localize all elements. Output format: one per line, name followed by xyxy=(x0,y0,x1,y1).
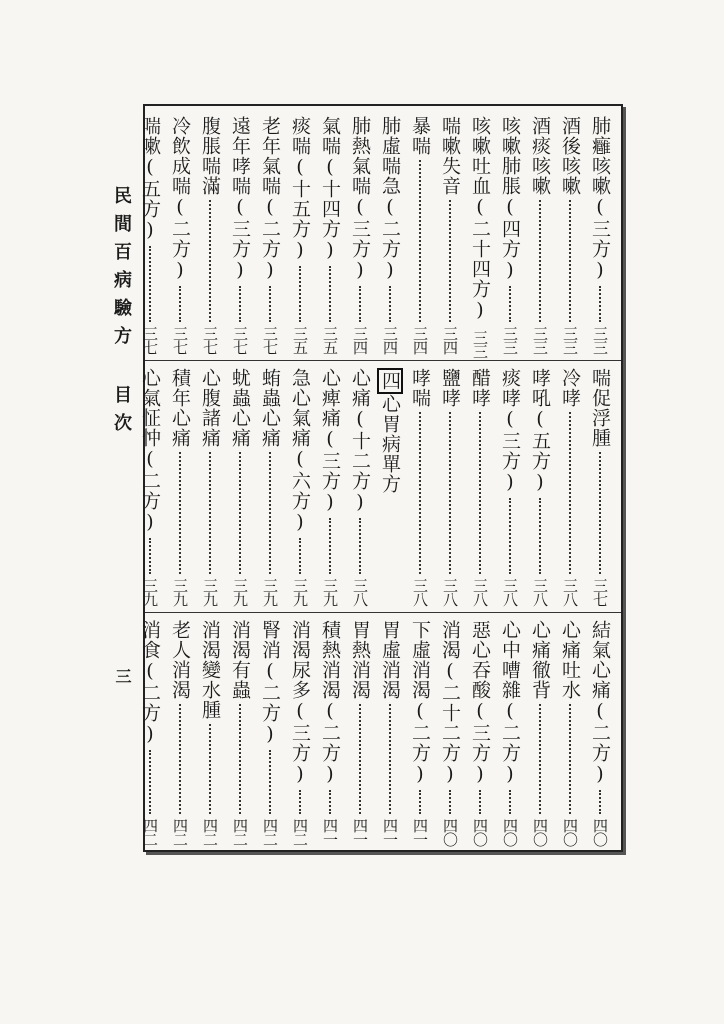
leader-dots xyxy=(599,452,601,574)
leader-dots xyxy=(209,452,211,574)
toc-page-number: 三四 xyxy=(441,326,459,354)
toc-entry xyxy=(165,116,195,354)
toc-page-number: 三八 xyxy=(471,578,489,606)
leader-dots xyxy=(539,498,541,574)
toc-page-number: 四二 xyxy=(201,818,219,846)
toc-entry-title: 哮吼(五方) xyxy=(529,368,551,494)
toc-page-number: 三八 xyxy=(501,578,519,606)
toc-entry-title: 肺癰咳嗽(三方) xyxy=(589,116,611,282)
book-title-margin: 民間百病驗方 目次 xyxy=(111,186,132,441)
chapter-title: 心胃病單方 xyxy=(379,394,401,494)
toc-page-number: 四二 xyxy=(231,818,249,846)
toc-page-number: 四二 xyxy=(291,818,309,846)
toc-page-number: 四〇 xyxy=(591,818,609,846)
toc-entry xyxy=(405,368,435,606)
toc-entry-title: 消渴變水腫 xyxy=(199,620,221,720)
toc-entry xyxy=(225,620,255,846)
toc-page-number: 四〇 xyxy=(531,818,549,846)
toc-page-number: 三八 xyxy=(561,578,579,606)
toc-entry xyxy=(525,116,555,354)
toc-chapter-heading xyxy=(375,368,405,606)
leader-dots xyxy=(509,286,511,322)
leader-dots xyxy=(509,790,511,814)
leader-dots xyxy=(539,200,541,322)
toc-page-number: 三七 xyxy=(591,578,609,606)
toc-page-number: 三八 xyxy=(411,578,429,606)
leader-dots xyxy=(599,790,601,814)
toc-entry xyxy=(495,620,525,846)
leader-dots xyxy=(539,704,541,814)
toc-entry xyxy=(585,620,615,846)
toc-page-number: 三九 xyxy=(141,578,159,606)
toc-entry xyxy=(495,116,525,354)
toc-entry xyxy=(315,620,345,846)
toc-page-number: 四〇 xyxy=(471,818,489,846)
leader-dots xyxy=(479,790,481,814)
toc-entry xyxy=(135,620,165,846)
toc-entry-title: 哮喘 xyxy=(409,368,431,408)
toc-entry-title: 腎消(二方) xyxy=(259,620,281,746)
toc-entry xyxy=(435,368,465,606)
toc-entry-title: 下虛消渴(二方) xyxy=(409,620,431,786)
toc-page-number: 三七 xyxy=(171,326,189,354)
toc-entry xyxy=(375,116,405,354)
leader-dots xyxy=(419,790,421,814)
toc-entry-title: 咳嗽肺脹(四方) xyxy=(499,116,521,282)
leader-dots xyxy=(239,286,241,322)
toc-page-number: 四二 xyxy=(261,818,279,846)
toc-entry xyxy=(345,116,375,354)
toc-entry-title: 喘促浮腫 xyxy=(589,368,611,448)
toc-entry-title: 急心氣痛(六方) xyxy=(289,368,311,534)
section-divider xyxy=(145,612,621,613)
toc-entry xyxy=(195,620,225,846)
toc-entry-title: 心中嘈雜(二方) xyxy=(499,620,521,786)
leader-dots xyxy=(179,286,181,322)
toc-entry-title: 消渴(二十二方) xyxy=(439,620,461,786)
toc-entry xyxy=(195,368,225,606)
toc-page-number: 三七 xyxy=(201,326,219,354)
toc-page-number: 三八 xyxy=(351,578,369,606)
toc-page-number: 三三 xyxy=(501,326,519,354)
toc-entry xyxy=(495,368,525,606)
toc-entry xyxy=(465,620,495,846)
toc-entry-title: 積熱消渴(二方) xyxy=(319,620,341,786)
leader-dots xyxy=(179,452,181,574)
toc-page-number: 三三 xyxy=(471,330,489,358)
toc-entry xyxy=(585,116,615,354)
leader-dots xyxy=(149,538,151,574)
toc-entry-title: 痰哮(三方) xyxy=(499,368,521,494)
leader-dots xyxy=(389,286,391,322)
toc-entry xyxy=(525,368,555,606)
toc-entry xyxy=(555,116,585,354)
toc-entry-title: 心氣怔忡(二方) xyxy=(139,368,161,534)
leader-dots xyxy=(569,412,571,574)
toc-entry-title: 結氣心痛(二方) xyxy=(589,620,611,786)
leader-dots xyxy=(299,538,301,574)
leader-dots xyxy=(269,286,271,322)
toc-entry xyxy=(375,620,405,846)
toc-page-number: 三三 xyxy=(531,326,549,354)
leader-dots xyxy=(299,790,301,814)
toc-page-number: 三七 xyxy=(231,326,249,354)
toc-entry-title: 蛕蟲心痛 xyxy=(259,368,281,448)
leader-dots xyxy=(569,200,571,322)
toc-entry-title: 胃熱消渴 xyxy=(349,620,371,700)
leader-dots xyxy=(569,704,571,814)
toc-entry xyxy=(405,620,435,846)
toc-page-number: 三三 xyxy=(561,326,579,354)
toc-entry-title: 胃虛消渴 xyxy=(379,620,401,700)
leader-dots xyxy=(479,412,481,574)
toc-page-number: 四二 xyxy=(141,818,159,846)
toc-page-number: 四〇 xyxy=(441,818,459,846)
leader-dots xyxy=(359,286,361,322)
toc-page-number: 三八 xyxy=(531,578,549,606)
toc-entry xyxy=(165,620,195,846)
toc-entry-title: 老年氣喘(二方) xyxy=(259,116,281,282)
toc-page-number: 四一 xyxy=(351,818,369,846)
toc-entry xyxy=(435,620,465,846)
toc-entry xyxy=(285,116,315,354)
toc-page-number: 四〇 xyxy=(501,818,519,846)
toc-entry-title: 消渴有蟲 xyxy=(229,620,251,700)
toc-entry-title: 酒後咳嗽 xyxy=(559,116,581,196)
toc-page-number: 四〇 xyxy=(561,818,579,846)
leader-dots xyxy=(209,200,211,322)
toc-entry-title: 氣喘(十四方) xyxy=(319,116,341,262)
toc-entry-title: 鹽哮 xyxy=(439,368,461,408)
toc-entry-title: 肺熱氣喘(三方) xyxy=(349,116,371,282)
toc-entry-title: 痰喘(十五方) xyxy=(289,116,311,262)
leader-dots xyxy=(209,724,211,814)
toc-entry-title: 醋哮 xyxy=(469,368,491,408)
toc-entry-title xyxy=(375,368,405,494)
leader-dots xyxy=(239,704,241,814)
toc-entry-title: 腹脹喘滿 xyxy=(199,116,221,196)
toc-entry xyxy=(195,116,225,354)
toc-entry-title: 喘嗽(五方) xyxy=(139,116,161,242)
toc-page-number: 四一 xyxy=(411,818,429,846)
toc-entry xyxy=(345,620,375,846)
leader-dots xyxy=(269,750,271,814)
toc-entry-title: 暴喘 xyxy=(409,116,431,156)
toc-page-number: 三四 xyxy=(351,326,369,354)
toc-entry xyxy=(525,620,555,846)
leader-dots xyxy=(329,518,331,574)
leader-dots xyxy=(359,518,361,574)
toc-page-number: 三八 xyxy=(441,578,459,606)
leader-dots xyxy=(269,452,271,574)
table-of-contents-frame xyxy=(139,104,623,852)
toc-entry-title: 心痛徹背 xyxy=(529,620,551,700)
leader-dots xyxy=(359,704,361,814)
toc-entry-title: 心痛吐水 xyxy=(559,620,581,700)
toc-page-number: 三九 xyxy=(321,578,339,606)
toc-entry-title: 冷哮 xyxy=(559,368,581,408)
toc-page-number: 三五 xyxy=(321,326,339,354)
toc-entry xyxy=(555,368,585,606)
toc-entry-title: 喘嗽失音 xyxy=(439,116,461,196)
toc-entry xyxy=(225,116,255,354)
toc-entry xyxy=(585,368,615,606)
toc-entry xyxy=(465,368,495,606)
leader-dots xyxy=(449,412,451,574)
leader-dots xyxy=(179,704,181,814)
leader-dots xyxy=(419,160,421,322)
toc-entry-title: 遠年哮喘(三方) xyxy=(229,116,251,282)
toc-page-number: 三四 xyxy=(381,326,399,354)
leader-dots xyxy=(149,246,151,322)
toc-page-number: 三四 xyxy=(411,326,429,354)
leader-dots xyxy=(299,266,301,322)
toc-entry xyxy=(255,620,285,846)
leader-dots xyxy=(449,200,451,322)
toc-entry-title: 蚘蟲心痛 xyxy=(229,368,251,448)
leader-dots xyxy=(389,704,391,814)
toc-entry xyxy=(405,116,435,354)
toc-entry xyxy=(555,620,585,846)
toc-entry-title: 老人消渴 xyxy=(169,620,191,700)
toc-entry xyxy=(315,368,345,606)
toc-entry xyxy=(285,368,315,606)
toc-entry xyxy=(465,116,495,358)
toc-entry-title: 咳嗽吐血(二十四方) xyxy=(469,116,491,322)
toc-entry-title: 心痺痛(三方) xyxy=(319,368,341,514)
toc-entry-title: 肺虛喘急(二方) xyxy=(379,116,401,282)
toc-page-number: 三九 xyxy=(291,578,309,606)
toc-page-number: 三五 xyxy=(291,326,309,354)
toc-page-number: 三九 xyxy=(171,578,189,606)
toc-page-number: 三七 xyxy=(141,326,159,354)
toc-entry-title: 積年心痛 xyxy=(169,368,191,448)
leader-dots xyxy=(329,266,331,322)
toc-page-number: 三九 xyxy=(201,578,219,606)
leader-dots xyxy=(149,750,151,814)
toc-entry-title: 心腹諸痛 xyxy=(199,368,221,448)
leader-dots xyxy=(239,452,241,574)
page-number: 三 xyxy=(113,668,132,684)
leader-dots xyxy=(599,286,601,322)
toc-entry xyxy=(135,116,165,354)
toc-entry xyxy=(225,368,255,606)
leader-dots xyxy=(419,412,421,574)
leader-dots xyxy=(329,790,331,814)
toc-section-2 xyxy=(139,368,621,606)
chapter-number-box: 四 xyxy=(377,368,403,394)
toc-page-number: 四二 xyxy=(171,818,189,846)
toc-page-number: 三九 xyxy=(261,578,279,606)
leader-dots xyxy=(509,498,511,574)
toc-entry-title: 消渴尿多(三方) xyxy=(289,620,311,786)
toc-entry-title: 惡心吞酸(三方) xyxy=(469,620,491,786)
toc-entry xyxy=(315,116,345,354)
toc-entry xyxy=(435,116,465,354)
toc-entry xyxy=(135,368,165,606)
toc-entry-title: 冷飲成喘(二方) xyxy=(169,116,191,282)
toc-entry-title: 心痛(十二方) xyxy=(349,368,371,514)
toc-section-3 xyxy=(139,620,621,846)
toc-entry xyxy=(285,620,315,846)
toc-entry-title: 酒痰咳嗽 xyxy=(529,116,551,196)
toc-entry-title: 消食(二方) xyxy=(139,620,161,746)
toc-page-number: 三七 xyxy=(261,326,279,354)
toc-section-1 xyxy=(139,116,621,358)
toc-entry xyxy=(255,368,285,606)
section-divider xyxy=(145,360,621,361)
toc-entry xyxy=(165,368,195,606)
leader-dots xyxy=(449,790,451,814)
toc-page-number: 四一 xyxy=(381,818,399,846)
toc-entry xyxy=(255,116,285,354)
toc-page-number: 三三 xyxy=(591,326,609,354)
toc-page-number: 四一 xyxy=(321,818,339,846)
toc-page-number: 三九 xyxy=(231,578,249,606)
toc-entry xyxy=(345,368,375,606)
